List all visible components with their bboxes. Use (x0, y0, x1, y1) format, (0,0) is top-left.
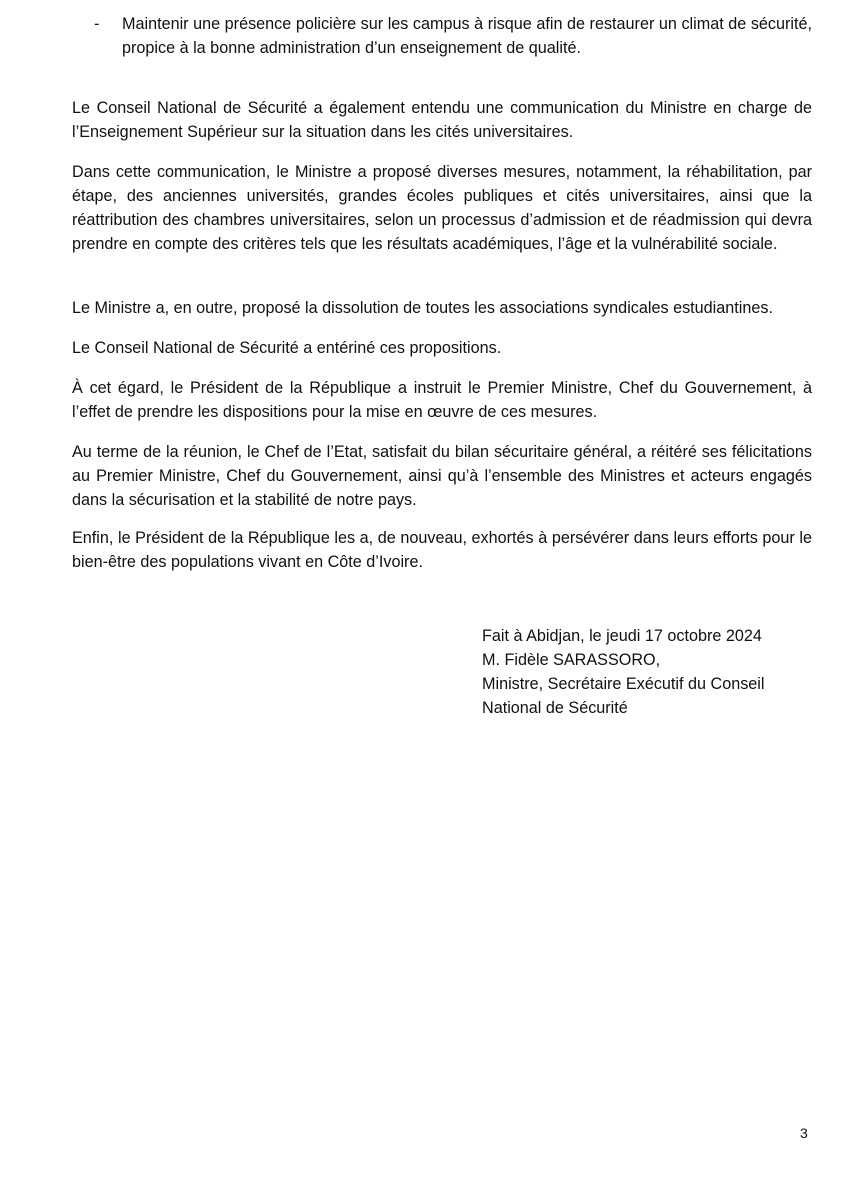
bullet-marker: - (94, 15, 100, 33)
bullet-text: Maintenir une présence policière sur les campus à risque afin de restaurer un climat de sécurité, propice à la bonne administration d’un enseignement de qualité. (122, 15, 812, 57)
signature-title-line-1: Ministre, Secrétaire Exécutif du Conseil (482, 675, 765, 693)
paragraph-approval: Le Conseil National de Sécurité a entériné ces propositions. (72, 339, 502, 357)
signature-block (482, 624, 822, 720)
paragraph-communication-intro: Le Conseil National de Sécurité a également entendu une communication du Ministre en charge de l’Enseignement Supérieur sur la situation dans les cités universitaires. (72, 99, 812, 141)
paragraph-dissolution: Le Ministre a, en outre, proposé la dissolution de toutes les associations syndicales estudiantines. (72, 299, 773, 317)
page-number: 3 (800, 1125, 808, 1141)
paragraph-proposed-measures: Dans cette communication, le Ministre a proposé diverses mesures, notamment, la réhabilitation, par étape, des anciennes universités, grandes écoles publiques et cités universitaires, ainsi que la réattribution des chambres universitaires, selon un processus d’admission et de réadmission qui devra prendre en compte des critères tels que les résultats académiques, l’âge et la vulnérabilité sociale. (72, 163, 812, 253)
paragraph-exhortation: Enfin, le Président de la République les a, de nouveau, exhortés à persévérer dans leurs efforts pour le bien-être des populations vivant en Côte d’Ivoire. (72, 529, 812, 571)
signature-place-date: Fait à Abidjan, le jeudi 17 octobre 2024 (482, 627, 762, 645)
signature-title-line-2: National de Sécurité (482, 699, 628, 717)
paragraph-instruction: À cet égard, le Président de la République a instruit le Premier Ministre, Chef du Gouvernement, à l’effet de prendre les dispositions pour la mise en œuvre de ces mesures. (72, 379, 812, 421)
signature-name: M. Fidèle SARASSORO, (482, 651, 661, 669)
paragraph-congratulations: Au terme de la réunion, le Chef de l’Etat, satisfait du bilan sécuritaire général, a réitéré ses félicitations au Premier Ministre, Chef du Gouvernement, ainsi qu’à l’ensemble des Ministres et acteurs engagés dans la sécurisation et la stabilité de notre pays. (72, 443, 812, 509)
